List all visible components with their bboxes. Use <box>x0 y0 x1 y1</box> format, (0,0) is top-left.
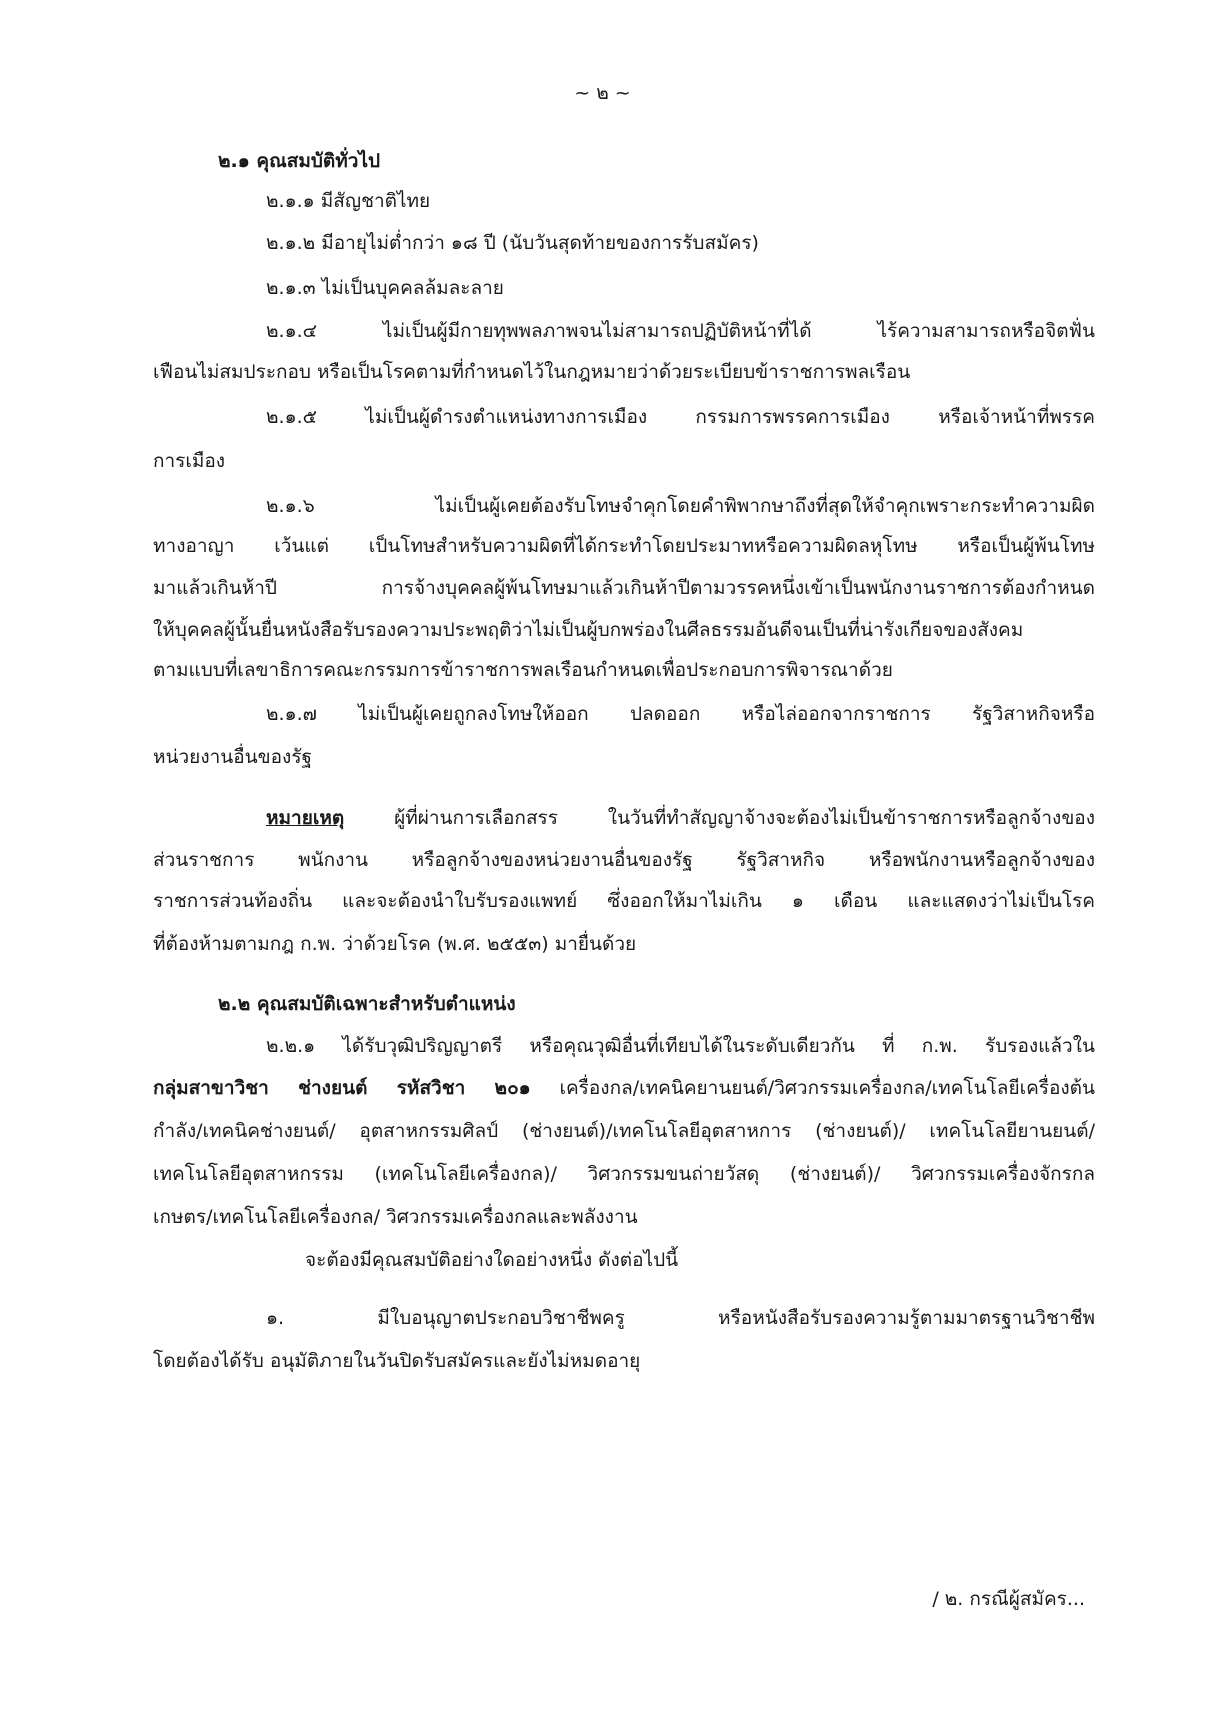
item-2-1-3: ๒.๑.๓ ไม่เป็นบุคคลล้มละลาย <box>266 277 504 299</box>
item-2-2-1-cont: เกษตร/เทคโนโลยีเครื่องกล/ วิศวกรรมเครื่องกลและพลังงาน <box>153 1206 638 1228</box>
condition-1: ๑. มีใบอนุญาตประกอบวิชาชีพครู หรือหนังสือรับรองความรู้ตามมาตรฐานวิชาชีพ <box>266 1307 1095 1329</box>
item-2-2-1: ๒.๒.๑ ได้รับวุฒิปริญญาตรี หรือคุณวุฒิอื่นที่เทียบได้ในระดับเดียวกัน ที่ ก.พ. รับรองแล้วใน <box>266 1035 1095 1057</box>
item-2-1-2: ๒.๑.๒ มีอายุไม่ต่ำกว่า ๑๘ ปี (นับวันสุดท้ายของการรับสมัคร) <box>266 232 759 254</box>
item-2-1-6-cont: มาแล้วเกินห้าปี การจ้างบุคคลผู้พ้นโทษมาแล้วเกินห้าปีตามวรรคหนึ่งเข้าเป็นพนักงานราชการต้องกำหนด <box>153 577 1095 599</box>
condition-1-cont: โดยต้องได้รับ อนุมัติภายในวันปิดรับสมัครและยังไม่หมดอายุ <box>153 1350 641 1372</box>
note-line: ราชการส่วนท้องถิ่น และจะต้องนำใบรับรองแพทย์ ซึ่งออกให้มาไม่เกิน ๑ เดือน และแสดงว่าไม่เป็นโรค <box>153 890 1095 912</box>
note-label: หมายเหตุ <box>266 807 345 829</box>
page-number: ~ ๒ ~ <box>574 82 631 104</box>
note-line: ส่วนราชการ พนักงาน หรือลูกจ้างของหน่วยงานอื่นของรัฐ รัฐวิสาหกิจ หรือพนักงานหรือลูกจ้างของ <box>153 849 1095 871</box>
item-2-1-1: ๒.๑.๑ มีสัญชาติไทย <box>266 190 431 212</box>
subject-group: กลุ่มสาขาวิชา ช่างยนต์ รหัสวิชา ๒๐๑ <box>153 1077 531 1099</box>
item-2-1-6-cont: ทางอาญา เว้นแต่ เป็นโทษสำหรับความผิดที่ได้กระทำโดยประมาทหรือความผิดลหุโทษ หรือเป็นผู้พ้นโทษ <box>153 535 1095 557</box>
item-2-2-1-cont <box>153 1075 1095 1101</box>
item-2-1-4: ๒.๑.๔ ไม่เป็นผู้มีกายทุพพลภาพจนไม่สามารถปฏิบัติหน้าที่ได้ ไร้ความสามารถหรือจิตฟั่น <box>266 320 1095 342</box>
note-line: ที่ต้องห้ามตามกฎ ก.พ. ว่าด้วยโรค (พ.ศ. ๒๕๕๓) มายื่นด้วย <box>153 933 637 955</box>
requirement-intro: จะต้องมีคุณสมบัติอย่างใดอย่างหนึ่ง ดังต่อไปนี้ <box>305 1249 679 1271</box>
subject-list: เครื่องกล/เทคนิคยานยนต์/วิศวกรรมเครื่องกล/เทคโนโลยีเครื่องต้น <box>530 1077 1095 1099</box>
item-2-1-5-cont: การเมือง <box>153 450 226 472</box>
item-2-1-7-cont: หน่วยงานอื่นของรัฐ <box>153 746 313 768</box>
item-2-1-6-cont: ตามแบบที่เลขาธิการคณะกรรมการข้าราชการพลเรือนกำหนดเพื่อประกอบการพิจารณาด้วย <box>153 659 893 681</box>
item-2-1-7: ๒.๑.๗ ไม่เป็นผู้เคยถูกลงโทษให้ออก ปลดออก หรือไล่ออกจากราชการ รัฐวิสาหกิจหรือ <box>266 703 1095 725</box>
note-paragraph <box>266 805 1095 831</box>
note-text: ผู้ที่ผ่านการเลือกสรร ในวันที่ทำสัญญาจ้างจะต้องไม่เป็นข้าราชการหรือลูกจ้างของ <box>344 807 1095 829</box>
item-2-2-1-cont: กำลัง/เทคนิคช่างยนต์/ อุตสาหกรรมศิลป์ (ช่างยนต์)/เทคโนโลยีอุตสาหการ (ช่างยนต์)/ เทคโนโลยียานยนต์/ <box>153 1120 1095 1142</box>
item-2-1-6: ๒.๑.๖ ไม่เป็นผู้เคยต้องรับโทษจำคุกโดยคำพิพากษาถึงที่สุดให้จำคุกเพราะกระทำความผิด <box>266 495 1095 517</box>
section-heading-2-2: ๒.๒ คุณสมบัติเฉพาะสำหรับตำแหน่ง <box>218 993 516 1015</box>
item-2-2-1-cont: เทคโนโลยีอุตสาหกรรม (เทคโนโลยีเครื่องกล)/ วิศวกรรมขนถ่ายวัสดุ (ช่างยนต์)/ วิศวกรรมเครื่องจักรกล <box>153 1163 1095 1185</box>
item-2-1-6-cont: ให้บุคคลผู้นั้นยื่นหนังสือรับรองความประพฤติว่าไม่เป็นผู้บกพร่องในศีลธรรมอันดีจนเป็นที่น่ารังเกียจของสังคม <box>153 619 1024 641</box>
section-heading-2-1: ๒.๑ คุณสมบัติทั่วไป <box>218 150 381 172</box>
item-2-1-5: ๒.๑.๕ ไม่เป็นผู้ดำรงตำแหน่งทางการเมือง กรรมการพรรคการเมือง หรือเจ้าหน้าที่พรรค <box>266 406 1095 428</box>
item-2-1-4-cont: เฟือนไม่สมประกอบ หรือเป็นโรคตามที่กำหนดไว้ในกฎหมายว่าด้วยระเบียบข้าราชการพลเรือน <box>153 361 911 383</box>
continuation-note: / ๒. กรณีผู้สมัคร... <box>932 1588 1085 1610</box>
